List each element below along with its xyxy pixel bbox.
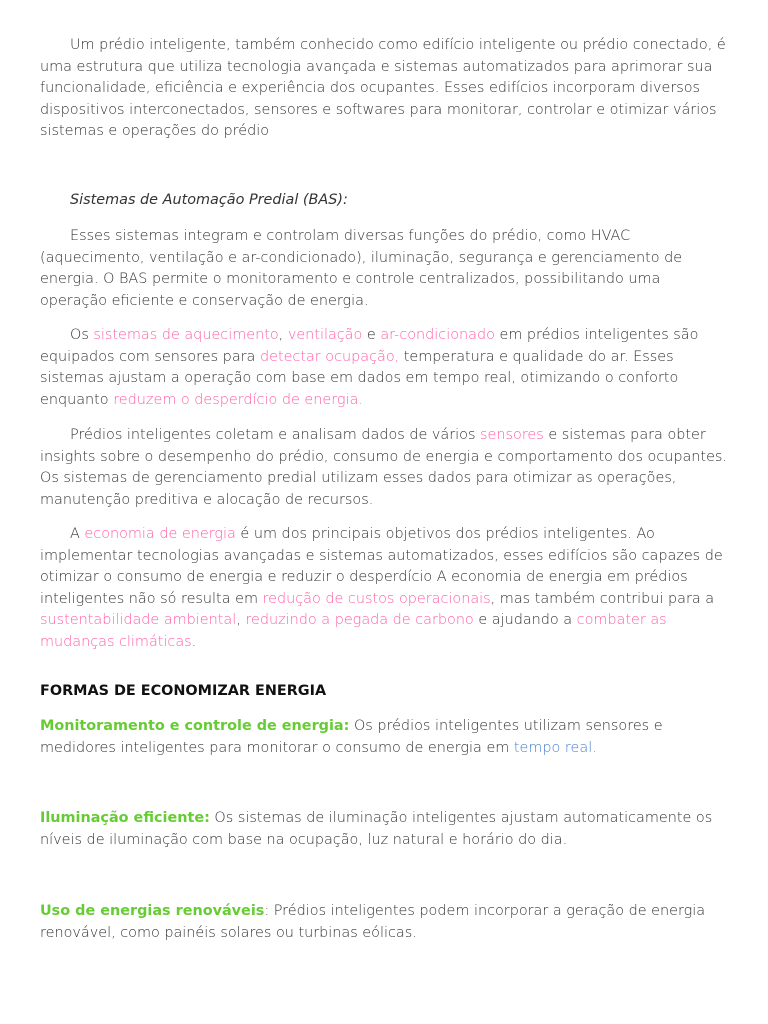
- monitoring-label: Monitoramento e controle de energia:: [40, 718, 350, 734]
- link-cost-reduction[interactable]: redução de custos operacionais: [262, 590, 491, 607]
- hvac-text-4: em prédios inteligentes são equipados com sensores para: [40, 327, 699, 365]
- link-sustainability[interactable]: sustentabilidade ambiental: [40, 612, 237, 629]
- section-heading: [40, 681, 728, 703]
- monitoring-text: Os prédios inteligentes utilizam sensores e medidores inteligentes para monitorar o consumo de energia em: [40, 718, 663, 756]
- renewable-label: Uso de energias renováveis: [40, 903, 265, 919]
- economy-text-3: , mas também contribui para a: [490, 590, 715, 607]
- economy-paragraph: [40, 524, 728, 654]
- link-ventilation[interactable]: ventilação: [287, 327, 363, 343]
- bas-paragraph: [40, 226, 728, 312]
- link-energy-economy[interactable]: economia de energia: [84, 526, 236, 542]
- link-climate-change[interactable]: combater as mudanças climáticas: [40, 612, 667, 650]
- intro-paragraph: [40, 35, 728, 143]
- economy-text-1: A: [70, 526, 85, 542]
- hvac-paragraph: [40, 325, 728, 411]
- link-sensors[interactable]: sensores: [480, 427, 544, 443]
- bas-paragraph-text: Esses sistemas integram e controlam diversas funções do prédio, como HVAC (aquecimento, ventilação e ar-condicionado), iluminação, segurança e gerenciamento de energia. O BAS permite o monitoramento e controle centralizados, possibilitando uma operação eficiente e conservação de energia.: [40, 228, 683, 309]
- economy-text-5: e ajudando a: [473, 612, 577, 629]
- link-air-conditioning[interactable]: ar-condicionado: [380, 327, 495, 343]
- section-heading-text: FORMAS DE ECONOMIZAR ENERGIA: [40, 683, 327, 699]
- lighting-label: Iluminação eficiente:: [40, 810, 210, 826]
- hvac-text-2: ,: [278, 327, 288, 343]
- hvac-text-5: temperatura e qualidade do ar. Esses sistemas ajustam a operação com base em dados em tempo real, otimizando o conforto enquanto: [40, 348, 679, 408]
- monitoring-paragraph: [40, 716, 728, 759]
- data-text-1: Prédios inteligentes coletam e analisam dados de vários: [70, 427, 481, 443]
- hvac-text-1: Os: [70, 327, 94, 343]
- lighting-text: Os sistemas de iluminação inteligentes ajustam automaticamente os níveis de iluminação com base na ocupação, luz natural e horário do dia.: [40, 810, 713, 848]
- renewable-paragraph: [40, 901, 728, 944]
- bas-title: [40, 190, 728, 212]
- link-detect-occupancy[interactable]: detectar ocupação,: [259, 348, 400, 365]
- intro-text: Um prédio inteligente, também conhecido como edifício inteligente ou prédio conectado, é uma estrutura que utiliza tecnologia avançada e sistemas automatizados para aprimorar sua funcionalidade, eficiência e experiência dos ocupantes. Esses edifícios incorporam diversos dispositivos interconectados, sensores e softwares para monitorar, controlar e otimizar vários sistemas e operações do prédio: [40, 37, 726, 140]
- link-reduce-waste[interactable]: reduzem o desperdício de energia.: [113, 391, 363, 408]
- link-real-time[interactable]: tempo real.: [513, 739, 597, 756]
- link-carbon-footprint[interactable]: reduzindo a pegada de carbono: [245, 612, 474, 629]
- economy-text-6: .: [191, 633, 197, 650]
- bas-title-text: Sistemas de Automação Predial (BAS):: [70, 192, 348, 208]
- lighting-paragraph: [40, 808, 728, 851]
- link-heating-systems[interactable]: sistemas de aquecimento: [93, 327, 279, 343]
- renewable-text: : Prédios inteligentes podem incorporar a geração de energia renovável, como painéis solares ou turbinas eólicas.: [40, 903, 706, 941]
- data-paragraph: [40, 425, 728, 511]
- economy-text-2: é um dos principais objetivos dos prédios inteligentes. Ao implementar tecnologias avançadas e sistemas automatizados, esses edifícios são capazes de otimizar o consumo de energia e reduzir o desperdício A economia de energia em prédios inteligentes não só resulta em: [40, 526, 723, 607]
- data-text-2: e sistemas para obter insights sobre o desempenho do prédio, consumo de energia e comportamento dos ocupantes. Os sistemas de gerenciamento predial utilizam esses dados para otimizar as operações, manutenção preditiva e alocação de recursos.: [40, 427, 727, 508]
- economy-text-4: ,: [236, 612, 246, 629]
- hvac-text-3: e: [362, 327, 381, 343]
